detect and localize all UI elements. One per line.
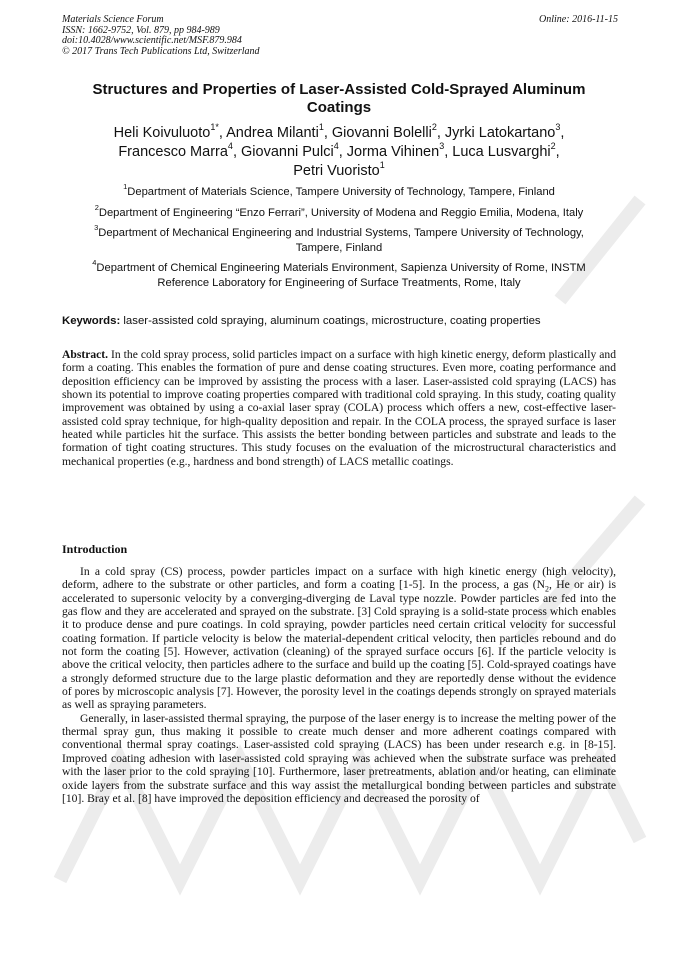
author: Giovanni Bolelli$^2$, — [331, 122, 445, 141]
affiliation: $^2$Department of Engineering “Enzo Ferrari”, University of Modena and Reggio Emilia, Modena, Italy — [94, 202, 584, 219]
paper-title — [40, 81, 638, 117]
introduction-body — [62, 565, 616, 805]
author: Andrea Milanti$^1$, — [226, 122, 332, 141]
abstract — [62, 348, 616, 468]
author-list — [40, 124, 638, 181]
paper-title-line: Structures and Properties of Laser-Assisted Cold-Sprayed Aluminum — [92, 81, 586, 98]
abstract-text: In the cold spray process, solid particles impact on a surface with high kinetic energy, deform plastically and form a coating. This enables the formation of pure and dense coating structures. Even more, coating performance and deposition efficiency can be improved by assisting the process with a laser. Laser-assisted cold spraying (LACS) has shown its potential to improve coating properties compared with traditional cold spraying. In this study, coating quality improvement was obtained by using a co-axial laser spray (COLA) process which offers a new, cost-effective laser-assisted cold spray technique, for high-quality deposition and repair. In the COLA process, the sprayed surface is laser heated while particles hit the surface. This assists the better bonding between particles and substrate and leads to the formation of tight coating structures. This study focuses on the evaluation of the microstructural characteristics and mechanical properties (e.g., hardness and bond strength) of LACS metallic coatings. — [62, 348, 616, 468]
journal-doi: doi:10.4028/www.scientific.net/MSF.879.984 — [62, 35, 242, 46]
affiliation-list — [40, 182, 638, 296]
author: Luca Lusvarghi$^2$, — [452, 141, 560, 160]
affiliation: $^3$Department of Mechanical Engineering and Industrial Systems, Tampere University of Technology, Tampere, Finland — [94, 223, 584, 254]
online-date: Online: 2016-11-15 — [539, 14, 618, 25]
author: Petri Vuoristo$^1$ — [293, 160, 385, 179]
author: Jorma Vihinen$^3$, — [346, 141, 453, 160]
section-heading-introduction: Introduction — [62, 542, 128, 556]
paragraph: Generally, in laser-assisted thermal spraying, the purpose of the laser energy is to increase the melting power of the thermal spray gun, thus making it possible to create much denser and more adherent coatings compared with conventional thermal spray coatings. Laser-assisted cold spraying (LACS) has been under research e.g. in [8-15]. Improved coating adhesion with laser-assisted cold spraying was achieved when the substrate surface was preheated with the laser prior to the cold spraying [10]. Furthermore, laser pretreatments, ablation and/or heating, can eliminate oxide layers from the substrate surface and this way assist the metallurgical bonding between particles and substrate [10]. Bray et al. [8] have improved the deposition efficiency and decreased the porosity of — [62, 711, 616, 805]
author: Giovanni Pulci$^4$, — [241, 141, 347, 160]
keywords-text: laser-assisted cold spraying, aluminum coatings, microstructure, coating properties — [120, 315, 541, 327]
keywords-label: Keywords: — [62, 315, 121, 327]
journal-copyright: © 2017 Trans Tech Publications Ltd, Switzerland — [62, 45, 260, 57]
keywords — [62, 314, 622, 328]
paper-title-line: Coatings — [306, 99, 372, 116]
author: Jyrki Latokartano$^3$, — [444, 122, 565, 141]
journal-issn: ISSN: 1662-9752, Vol. 879, pp 984-989 — [62, 24, 220, 36]
author: Heli Koivuluoto$^{1*}$, — [113, 122, 227, 141]
journal-name: Materials Science Forum — [62, 14, 164, 25]
author: Francesco Marra$^4$, — [118, 141, 241, 160]
affiliation: $^4$Department of Chemical Engineering Materials Environment, Sapienza University of Rome, INSTM Reference Laboratory for Engineering of Surface Treatments, Rome, Italy — [92, 258, 586, 289]
affiliation: $^1$Department of Materials Science, Tampere University of Technology, Tampere, Finland — [123, 182, 555, 198]
paragraph: In a cold spray (CS) process, powder particles impact on a surface with high kinetic energy (high velocity), deform, adhere to the substrate or other particles, and form a coating [1-5]. In the process, a gas ($N_2$, He or air) is accelerated to supersonic velocity by a converging-diverging de Laval type nozzle. Powder particles are fed into the gas flow and they are accelerated and sprayed on the substrate. [3] Cold spraying is a solid-state process which enables it to produce dense and pure coatings. In cold spraying, powder particles need certain critical velocity for successful coating formation. If particle velocity is below the material-dependent critical velocity, then particles rebound and do not form the coating [5]. However, activation (cleaning) of the sprayed surface occurs [6]. If the particle velocity is above the critical velocity, then particles adhere to the surface and build up the coating [5]. Cold-sprayed coatings have a strongly deformed structure due to the large plastic deformation and they are reportedly dense without the evidence of pores by microscopic analysis [7]. However, the porosity level in the coatings depends strongly on sprayed materials as well as spraying parameters. — [62, 565, 616, 712]
journal-header — [62, 15, 618, 57]
abstract-label: Abstract. — [62, 348, 109, 361]
